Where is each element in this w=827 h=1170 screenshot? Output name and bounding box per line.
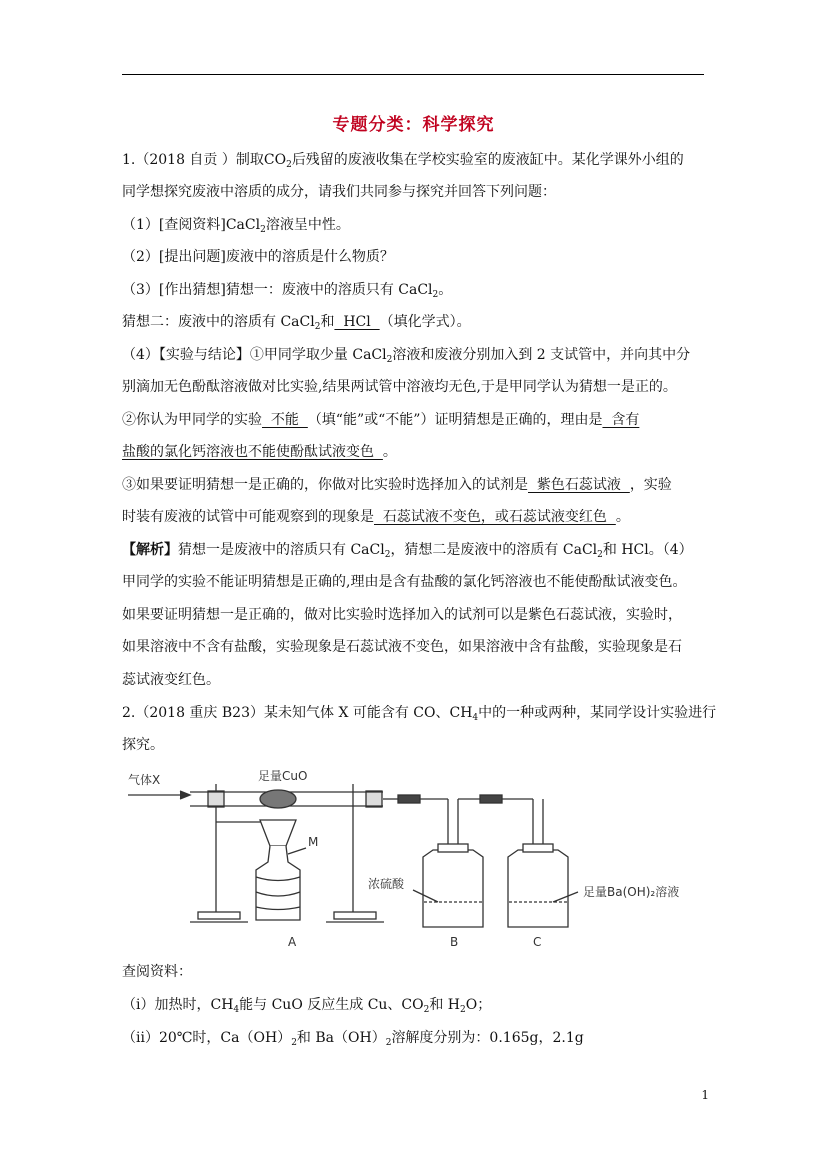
m-label: M xyxy=(308,835,319,849)
q1-stem-line1: 1.（2018 自贡 ）制取$CO_2$后残留的废液收集在学校实验室的废液缸中。某化学课外小组的 xyxy=(122,152,684,170)
answer-blank: 石蕊试液不变色，或石蕊试液变红色 xyxy=(374,509,616,525)
label-b: B xyxy=(450,935,459,949)
q1-section-4-line2: 别滴加无色酚酞溶液做对比实验,结果两试管中溶液均无色,于是甲同学认为猜想一是正的。 xyxy=(122,379,677,395)
q2-stem-line1: 2.（2018 重庆 B23）某未知气体 X 可能含有 CO、$CH_4$中的一种或两种，某同学设计实验进行 xyxy=(122,705,717,723)
page-title: 专题分类：科学探究 xyxy=(332,115,495,135)
q1-analysis-line2: 甲同学的实验不能证明猜想是正确的,理由是含有盐酸的氯化钙溶液也不能使酚酞试液变色。 xyxy=(122,574,687,590)
page-number: 1 xyxy=(701,1088,709,1102)
q2-ref-1: （ⅰ）加热时，$CH_4$能与 CuO 反应生成 Cu、$CO_2$和 $H_2O$； xyxy=(122,997,492,1015)
q1-section-4-3-line1: ③如果要证明猜想一是正确的，你做对比实验时选择加入的试剂是 紫色石蕊试液 ，实验 xyxy=(122,477,672,493)
answer-blank: 紫色石蕊试液 xyxy=(528,477,630,493)
q1-section-4-2-line2: 盐酸的氯化钙溶液也不能使酚酞试液变色 。 xyxy=(122,444,397,460)
q2-ref-title: 查阅资料： xyxy=(122,964,192,980)
answer-blank: HCl xyxy=(334,314,380,330)
cuo-label: 足量CuO xyxy=(258,769,308,783)
q1-section-4-3-line2: 时装有废液的试管中可能观察到的现象是 石蕊试液不变色，或石蕊试液变红色 。 xyxy=(122,509,630,525)
answer-blank: 不能 xyxy=(262,412,308,428)
apparatus-figure xyxy=(128,762,728,957)
q1-analysis-line1: 【解析】猜想一是废液中的溶质只有 CaCl$_2$，猜想二是废液中的溶质有 CaCl$_2$和 HCl。（4） xyxy=(122,542,693,560)
q1-analysis-line5: 蕊试液变红色。 xyxy=(122,672,220,688)
label-a: A xyxy=(288,935,297,949)
answer-blank: 含有 xyxy=(602,412,640,428)
q1-stem-line2: 同学想探究废液中溶质的成分，请我们共同参与探究并回答下列问题： xyxy=(122,184,556,200)
header-rule xyxy=(122,74,704,75)
q1-section-3: （3）[作出猜想]猜想一：废液中的溶质只有 CaCl$_2$。 xyxy=(122,282,453,300)
q1-analysis-line4: 如果溶液中不含有盐酸，实验现象是石蕊试液不变色，如果溶液中含有盐酸，实验现象是石 xyxy=(122,639,682,655)
q1-section-4-2-line1: ②你认为甲同学的实验 不能 （填“能”或“不能”）证明猜想是正确的，理由是 含有 xyxy=(122,412,640,428)
label-c: C xyxy=(533,935,542,949)
q1-section-1: （1）[查阅资料]CaCl$_2$溶液呈中性。 xyxy=(122,217,350,235)
q2-stem-line2: 探究。 xyxy=(122,737,164,753)
acid-label: 浓硫酸 xyxy=(368,877,405,891)
q1-section-4-line1: （4）【实验与结论】①甲同学取少量 CaCl$_2$溶液和废液分别加入到 2 支试管中，并向其中分 xyxy=(122,347,691,365)
answer-blank: 盐酸的氯化钙溶液也不能使酚酞试液变色 xyxy=(122,444,383,460)
q2-ref-2: （ⅱ）20℃时，$Ca(OH)_2$和 $Ba(OH)_2$溶解度分别为：0.165g，2.1g xyxy=(122,1030,584,1048)
q1-section-2: （2）[提出问题]废液中的溶质是什么物质？ xyxy=(122,249,394,265)
gas-x-label: 气体X xyxy=(128,773,161,787)
q1-analysis-line3: 如果要证明猜想一是正确的，做对比实验时选择加入的试剂可以是紫色石蕊试液，实验时， xyxy=(122,607,682,623)
baoh-label: 足量Ba(OH)₂溶液 xyxy=(583,885,680,899)
q1-guess-2: 猜想二：废液中的溶质有 CaCl$_2$和 HCl （填化学式）。 xyxy=(122,314,471,332)
